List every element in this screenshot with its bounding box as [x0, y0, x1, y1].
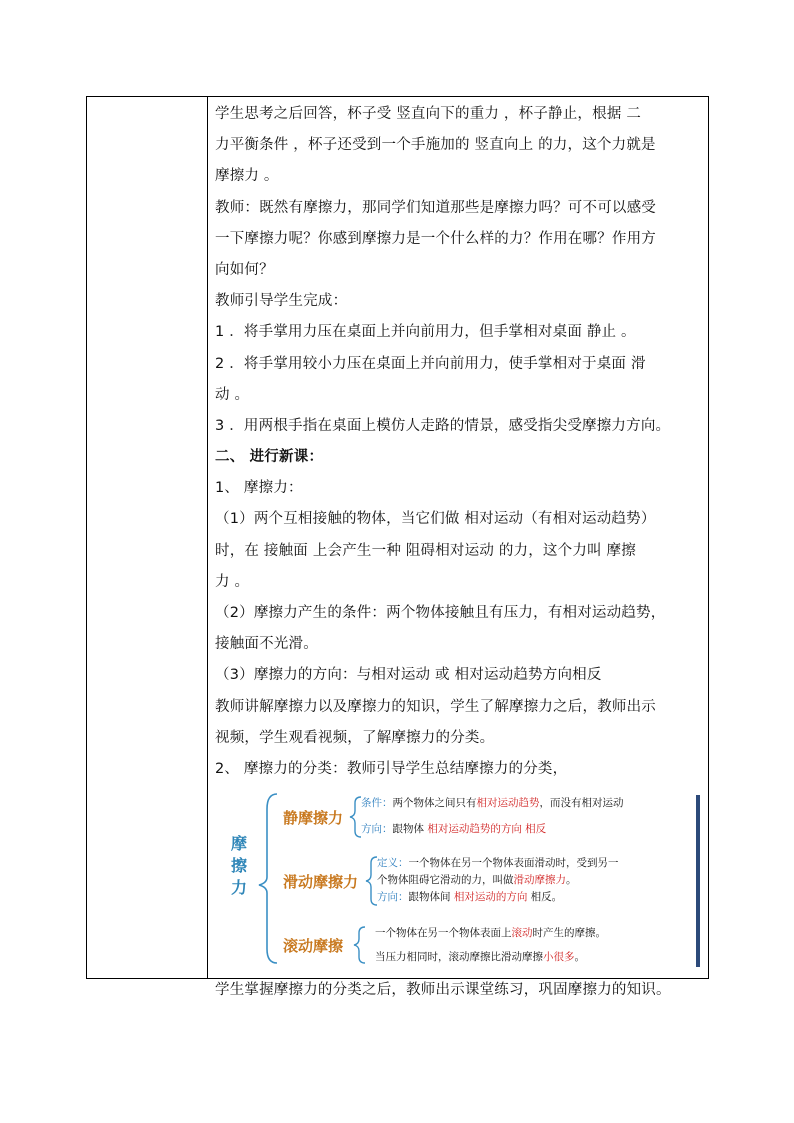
paragraph-line: （2）摩擦力产生的条件：两个物体接触且有压力，有相对运动趋势，: [215, 605, 666, 621]
section-heading: 二、 进行新课：: [215, 449, 324, 466]
step-2: 2 ．将手掌用较小力压在桌面上并向前用力，使手掌相对于桌面 滑: [215, 355, 646, 372]
subsection-heading: 2、 摩擦力的分类：教师引导学生总结摩擦力的分类，: [215, 760, 568, 777]
static-friction-label: 静摩擦力: [283, 809, 344, 828]
sliding-definition-1: 定义：一个物体在另一个物体表面滑动时，受到另一: [377, 857, 619, 870]
static-condition: 条件：两个物体之间只有相对运动趋势，而没有相对运动: [361, 797, 624, 810]
static-brace: [350, 797, 361, 837]
sliding-definition-2: 个物体阻碍它滑动的力，叫做滑动摩擦力。: [377, 874, 577, 887]
root-char: 摩: [230, 834, 247, 854]
diagram-root-label: [229, 833, 249, 899]
paragraph-line: 力 。: [215, 573, 250, 590]
paragraph-line: （3）摩擦力的方向：与相对运动 或 相对运动趋势方向相反: [215, 667, 602, 684]
paragraph-line: 时，在 接触面 上会产生一种 阻碍相对运动 的力，这个力叫 摩擦: [215, 542, 636, 559]
paragraph-line: 一下摩擦力呢？你感到摩擦力是一个什么样的力？作用在哪？作用方: [215, 230, 656, 247]
subsection-heading: 1、 摩擦力：: [215, 480, 303, 497]
paragraph-line: 教师引导学生完成：: [215, 293, 348, 310]
lesson-table: [86, 96, 709, 999]
sliding-direction: 方向：跟物体间 相对运动的方向 相反。: [377, 891, 563, 904]
step-1: 1 ．将手掌用力压在桌面上并向前用力，但手掌相对桌面 静止 。: [215, 324, 636, 341]
paragraph-line: 动 。: [215, 386, 250, 403]
paragraph-line: 向如何？: [215, 261, 274, 278]
root-char: 擦: [230, 856, 247, 876]
rolling-definition: 一个物体在另一个物体表面上滚动时产生的摩擦。: [375, 927, 606, 940]
rolling-friction-label: 滚动摩擦: [283, 937, 344, 956]
sliding-friction-label: 滑动摩擦力: [283, 873, 359, 892]
closing-paragraph: 学生掌握摩擦力的分类之后，教师出示课堂练习，巩固摩擦力的知识。: [215, 982, 671, 999]
rolling-comparison: 当压力相同时，滚动摩擦比滑动摩擦小很多。: [375, 951, 585, 964]
paragraph-line: 接触面不光滑。: [215, 636, 318, 653]
sliding-brace: [366, 857, 377, 905]
paragraph-line: 力平衡条件 ，杯子还受到一个手施加的 竖直向上 的力，这个力就是: [215, 137, 656, 154]
static-direction: 方向：跟物体 相对运动趋势的方向 相反: [361, 823, 547, 836]
friction-classification-diagram: [215, 789, 703, 971]
rolling-brace: [354, 927, 365, 963]
column-divider: [207, 97, 208, 978]
main-brace: [259, 794, 277, 963]
paragraph-line: 视频，学生观看视频，了解摩擦力的分类。: [215, 729, 495, 746]
step-3: 3 ．用两根手指在桌面上模仿人走路的情景，感受指尖受摩擦力方向。: [215, 417, 671, 434]
page-edge: [696, 795, 700, 967]
paragraph-line: 摩擦力 。: [215, 168, 279, 185]
lesson-content: [215, 99, 705, 1006]
paragraph-line: 教师讲解摩擦力以及摩擦力的知识，学生了解摩擦力之后，教师出示: [215, 698, 656, 715]
paragraph-line: 学生思考之后回答，杯子受 竖直向下的重力 ，杯子静止，根据 二: [215, 106, 642, 122]
paragraph-line: 教师：既然有摩擦力，那同学们知道那些是摩擦力吗？可不可以感受: [215, 199, 656, 216]
root-char: 力: [230, 878, 247, 898]
paragraph-line: （1）两个互相接触的物体，当它们做 相对运动（有相对运动趋势）: [215, 511, 656, 528]
